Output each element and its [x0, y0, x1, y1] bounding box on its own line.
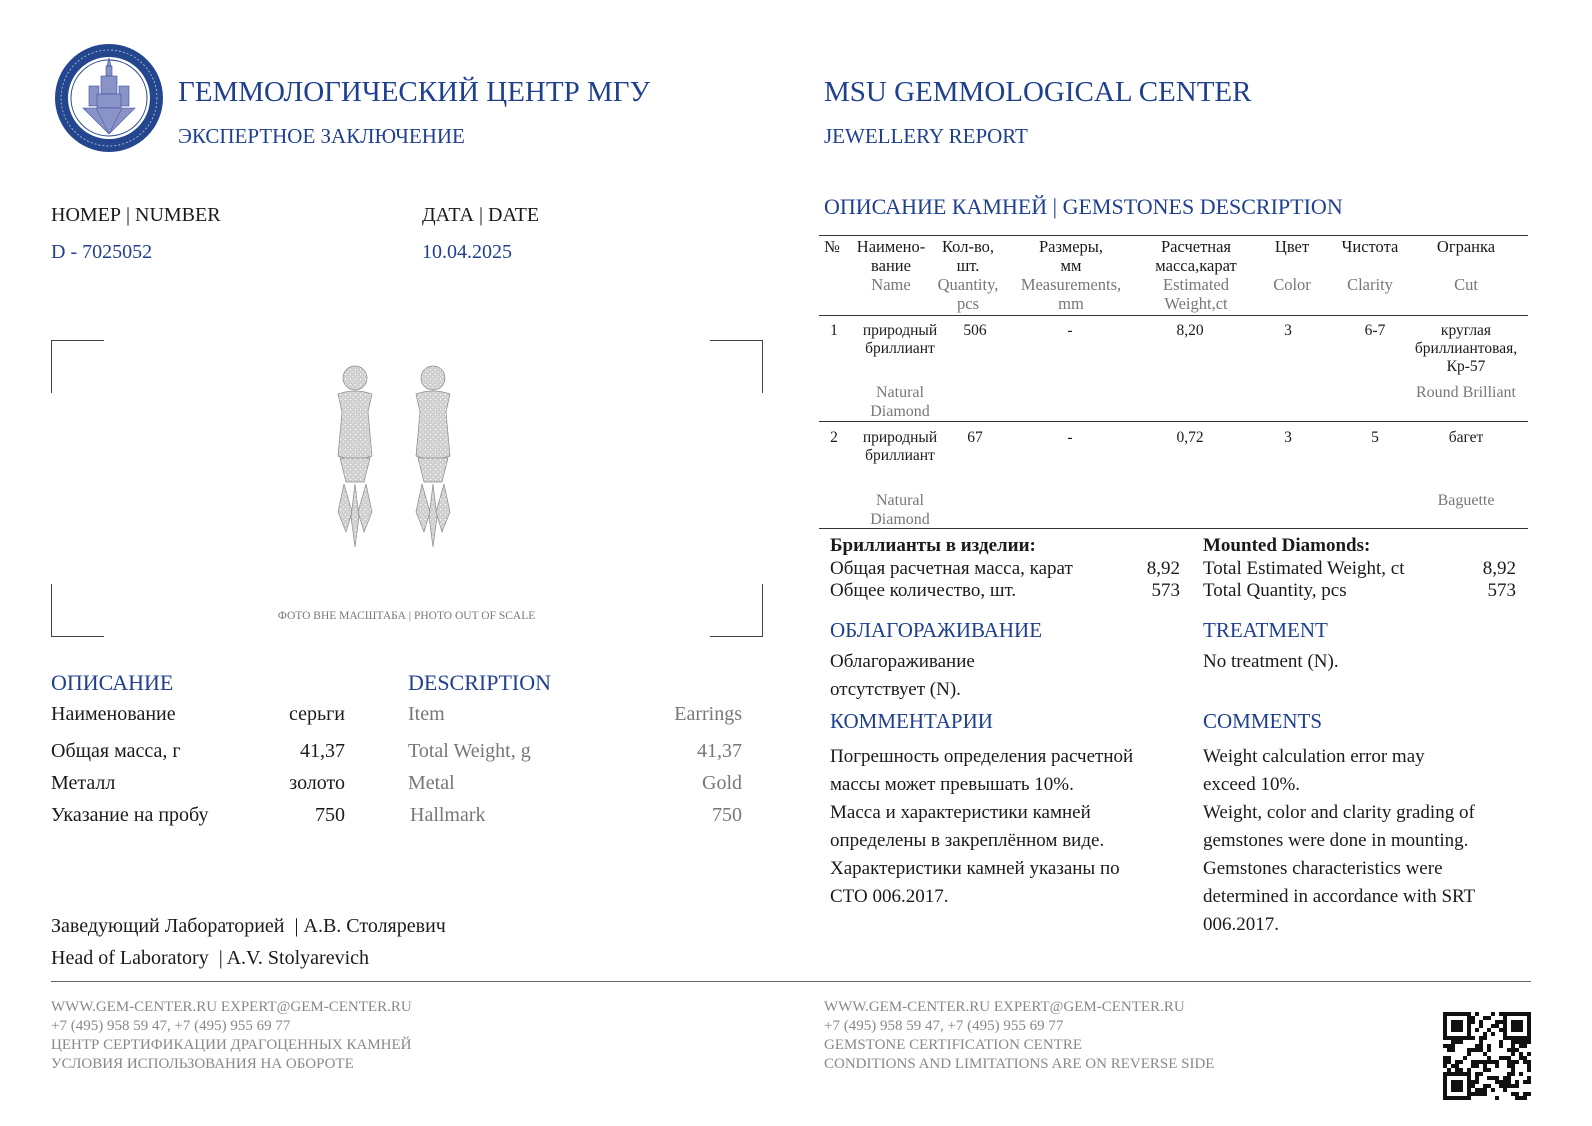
ru-center-title: ГЕММОЛОГИЧЕСКИЙ ЦЕНТР МГУ	[178, 76, 651, 108]
row-size: -	[1067, 429, 1073, 446]
description-ru-label: Общая масса, г	[51, 740, 181, 762]
mounted-ru-heading: Бриллианты в изделии:	[830, 535, 1036, 556]
photo-frame-corner	[710, 340, 763, 393]
description-en-label: Hallmark	[410, 804, 486, 826]
footer-ru-line: ЦЕНТР СЕРТИФИКАЦИИ ДРАГОЦЕННЫХ КАМНЕЙ	[51, 1037, 412, 1053]
description-ru-heading: ОПИСАНИЕ	[51, 670, 174, 695]
row-weight: 0,72	[1176, 429, 1204, 446]
mounted-en-weight-value: 8,92	[1482, 558, 1516, 579]
mounted-en-qty-value: 573	[1487, 580, 1516, 601]
description-ru-label: Наименование	[51, 703, 176, 725]
row-cut-ru: круглая бриллиантовая, Кр-57	[1414, 322, 1518, 375]
treatment-ru-text: Облагораживание отсутствует (N).	[830, 651, 975, 700]
row-qty: 67	[967, 429, 983, 446]
comments-ru-text: Погрешность определения расчетной массы может превышать 10%. Масса и характеристики камней определены в закреплённом виде. Характеристики камней указаны по СТО 006.2017.	[830, 746, 1134, 907]
qr-code-icon[interactable]	[1443, 1012, 1531, 1100]
description-ru-label: Металл	[51, 772, 116, 794]
description-en-value: Earrings	[674, 703, 742, 725]
row-cut-ru: багет	[1448, 429, 1484, 446]
row-qty: 506	[963, 322, 987, 339]
treatment-en-text: No treatment (N).	[1203, 651, 1339, 672]
row-weight: 8,20	[1176, 322, 1204, 339]
en-report-subtitle: JEWELLERY REPORT	[824, 124, 1028, 148]
description-en-label: Metal	[408, 772, 455, 794]
row-cut-en: Round Brilliant	[1416, 384, 1516, 401]
row-no: 2	[830, 429, 838, 446]
en-center-title: MSU GEMMOLOGICAL CENTER	[824, 76, 1252, 108]
footer-en	[824, 998, 1214, 1074]
signature-en: Head of Laboratory | A.V. Stolyarevich	[51, 947, 369, 969]
comments-en-heading: COMMENTS	[1203, 709, 1323, 733]
gemstones-heading: ОПИСАНИЕ КАМНЕЙ | GEMSTONES DESCRIPTION	[824, 194, 1343, 219]
row-color: 3	[1284, 429, 1292, 446]
date-label: ДАТА | DATE	[422, 204, 540, 226]
footer-en-line: CONDITIONS AND LIMITATIONS ARE ON REVERSE SIDE	[824, 1056, 1215, 1072]
table-bottom-rule	[819, 528, 1528, 529]
description-ru-label: Указание на пробу	[51, 804, 209, 826]
earrings-photo	[318, 362, 478, 552]
comments-ru-heading: КОММЕНТАРИИ	[830, 709, 993, 733]
description-ru-value: 750	[315, 804, 345, 826]
col-color-en-header: Color	[1273, 275, 1311, 294]
footer-en-line: WWW.GEM-CENTER.RU EXPERT@GEM-CENTER.RU	[824, 999, 1185, 1015]
col-name-ru-header: Наимено- вание	[856, 237, 926, 275]
ru-report-subtitle: ЭКСПЕРТНОЕ ЗАКЛЮЧЕНИЕ	[178, 124, 465, 148]
col-cut-ru-header: Огранка	[1436, 237, 1496, 256]
msu-seal-logo-icon	[53, 42, 165, 154]
footer-en-line: GEMSTONE CERTIFICATION CENTRE	[824, 1037, 1082, 1053]
col-qty-en-header: Quantity, pcs	[937, 275, 999, 313]
mounted-en-weight-label: Total Estimated Weight, ct	[1203, 558, 1405, 579]
table-header-rule	[819, 315, 1528, 316]
mounted-ru-weight-value: 8,92	[1146, 558, 1180, 579]
row-clarity: 6-7	[1364, 322, 1386, 339]
description-en-label: Item	[408, 703, 445, 725]
treatment-en-heading: TREATMENT	[1203, 618, 1328, 642]
photo-frame-corner	[51, 340, 104, 393]
footer-rule	[51, 981, 1531, 982]
photo-caption: ФОТО ВНЕ МАСШТАБА | PHOTO OUT OF SCALE	[277, 610, 536, 622]
footer-ru-line: WWW.GEM-CENTER.RU EXPERT@GEM-CENTER.RU	[51, 999, 412, 1015]
row-name-en: Natural Diamond	[870, 492, 930, 528]
col-clarity-en-header: Clarity	[1347, 275, 1393, 294]
col-weight-ru-header: Расчетная масса,карат	[1155, 237, 1237, 275]
col-no-header: №	[824, 237, 840, 256]
row-clarity: 5	[1371, 429, 1379, 446]
col-cut-en-header: Cut	[1454, 275, 1478, 294]
description-ru-value: серьги	[288, 703, 345, 725]
row-size: -	[1067, 322, 1073, 339]
footer-ru-line: +7 (495) 958 59 47, +7 (495) 955 69 77	[51, 1018, 291, 1034]
row-no: 1	[830, 322, 838, 339]
col-weight-en-header: Estimated Weight,ct	[1163, 275, 1229, 313]
description-en-label: Total Weight, g	[408, 740, 531, 762]
mounted-en-qty-label: Total Quantity, pcs	[1203, 580, 1347, 601]
description-ru-value: золото	[289, 772, 345, 794]
row-name-en: Natural Diamond	[870, 384, 930, 420]
description-en-heading: DESCRIPTION	[408, 670, 552, 695]
col-clarity-ru-header: Чистота	[1341, 237, 1399, 256]
mounted-ru-weight-label: Общая расчетная масса, карат	[830, 558, 1073, 579]
mounted-ru-qty-value: 573	[1151, 580, 1180, 601]
col-qty-ru-header: Кол-во, шт.	[942, 237, 994, 275]
col-size-ru-header: Размеры, мм	[1038, 237, 1103, 275]
description-en-value: 750	[712, 804, 742, 826]
footer-ru	[51, 998, 412, 1074]
row-cut-en: Baguette	[1437, 492, 1495, 509]
signature-ru: Заведующий Лабораторией | А.В. Столяревич	[51, 915, 446, 937]
number-label: НОМЕР | NUMBER	[51, 204, 221, 226]
col-size-en-header: Measurements, mm	[1020, 275, 1122, 313]
col-name-en-header: Name	[871, 275, 911, 294]
date-value: 10.04.2025	[422, 241, 512, 263]
description-en-value: Gold	[702, 772, 742, 794]
description-ru-value: 41,37	[300, 740, 345, 762]
comments-en-text: Weight calculation error may exceed 10%. Weight, color and clarity grading of gemstones were done in mounting. Gemstones characteristics were determined in accordance with SRT 006.2017.	[1203, 746, 1476, 935]
row-name-ru: природный бриллиант	[862, 429, 938, 464]
table-top-rule	[819, 235, 1528, 236]
footer-en-line: +7 (495) 958 59 47, +7 (495) 955 69 77	[824, 1018, 1064, 1034]
row-name-ru: природный бриллиант	[862, 322, 938, 357]
row-color: 3	[1284, 322, 1292, 339]
number-value: D - 7025052	[51, 241, 153, 263]
mounted-en-heading: Mounted Diamonds:	[1203, 535, 1371, 556]
treatment-ru-heading: ОБЛАГОРАЖИВАНИЕ	[830, 618, 1043, 642]
mounted-ru-qty-label: Общее количество, шт.	[830, 580, 1017, 601]
table-row-rule	[819, 421, 1528, 422]
footer-ru-line: УСЛОВИЯ ИСПОЛЬЗОВАНИЯ НА ОБОРОТЕ	[51, 1056, 354, 1072]
col-color-ru-header: Цвет	[1274, 237, 1310, 256]
description-en-value: 41,37	[697, 740, 742, 762]
